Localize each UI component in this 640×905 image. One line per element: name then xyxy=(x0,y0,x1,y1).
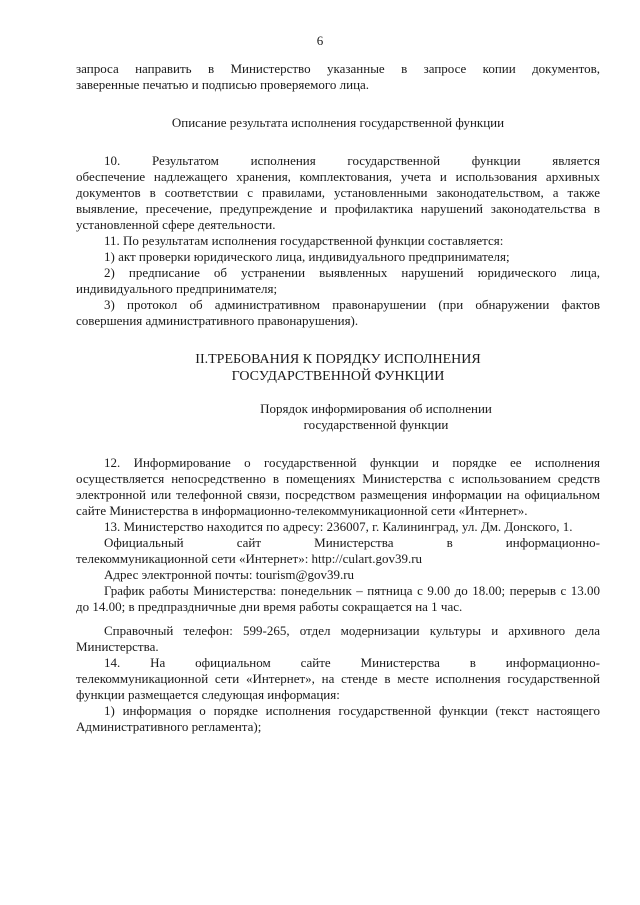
section-heading-line1: II.ТРЕБОВАНИЯ К ПОРЯДКУ ИСПОЛНЕНИЯ xyxy=(195,352,481,367)
p11-item-2: 2) предписание об устранении выявленных нарушений юридического лица, индивидуального предпринимателя; xyxy=(76,265,600,296)
intro-paragraph xyxy=(76,61,600,93)
paragraph-14 xyxy=(76,655,600,703)
subheading-info-line2: государственной функции xyxy=(303,417,449,432)
paragraph-10 xyxy=(76,153,600,233)
paragraph-schedule: График работы Министерства: понедельник – пятница с 9.00 до 18.00; перерыв с 13.00 до 14.00; в предпраздничные дни время работы сокращается на 1 час. xyxy=(76,583,600,614)
p10-line1: 10. Результатом исполнения государственной функции является xyxy=(104,153,600,168)
document-body xyxy=(76,61,600,735)
page-number: 6 xyxy=(316,33,324,48)
p14-item-1: 1) информация о порядке исполнения государственной функции (текст настоящего Административного регламента); xyxy=(76,703,600,734)
intro-line1: запроса направить в Министерство указанные в запросе копии документов, xyxy=(76,61,600,76)
paragraph-13: 13. Министерство находится по адресу: 236007, г. Калининград, ул. Дм. Донского, 1. xyxy=(104,519,573,534)
p14-rest: телекоммуникационной сети «Интернет», на стенде в месте исполнения государственной функции размещается следующая информация: xyxy=(76,671,600,702)
paragraph-email: Адрес электронной почты: tourism@gov39.ru xyxy=(104,567,355,582)
p11-item-3: 3) протокол об административном правонарушении (при обнаружении фактов совершения административного правонарушения). xyxy=(76,297,600,328)
paragraph-site xyxy=(76,535,600,567)
p10-rest: обеспечение надлежащего хранения, комплектования, учета и использования архивных документов в соответствии с правилами, установленными законодательством, а также выявление, пресечение, предупреждение и профилактика нарушений законодательства в установленной сфере деятельности. xyxy=(76,169,600,232)
site-rest: телекоммуникационной сети «Интернет»: http://culart.gov39.ru xyxy=(76,551,423,566)
paragraph-11: 11. По результатам исполнения государственной функции составляется: xyxy=(104,233,504,248)
p11-item-1: 1) акт проверки юридического лица, индивидуального предпринимателя; xyxy=(104,249,510,264)
intro-rest: заверенные печатью и подписью проверяемого лица. xyxy=(76,77,370,92)
subheading-info-line1: Порядок информирования об исполнении xyxy=(260,401,492,416)
paragraph-phone: Справочный телефон: 599-265, отдел модернизации культуры и архивного дела Министерства. xyxy=(76,623,600,654)
site-line1: Официальный сайт Министерства в информационно- xyxy=(104,535,600,550)
paragraph-12: 12. Информирование о государственной функции и порядке ее исполнения осуществляется непосредственно в помещениях Министерства с использованием средств электронной или телефонной связи, посредством размещения информации на официальном сайте Министерства в информационно-телекоммуникационной сети «Интернет». xyxy=(76,455,600,518)
p14-line1: 14. На официальном сайте Министерства в информационно- xyxy=(104,655,600,670)
heading-result: Описание результата исполнения государственной функции xyxy=(171,115,505,130)
section-heading-line2: ГОСУДАРСТВЕННОЙ ФУНКЦИИ xyxy=(231,369,445,384)
